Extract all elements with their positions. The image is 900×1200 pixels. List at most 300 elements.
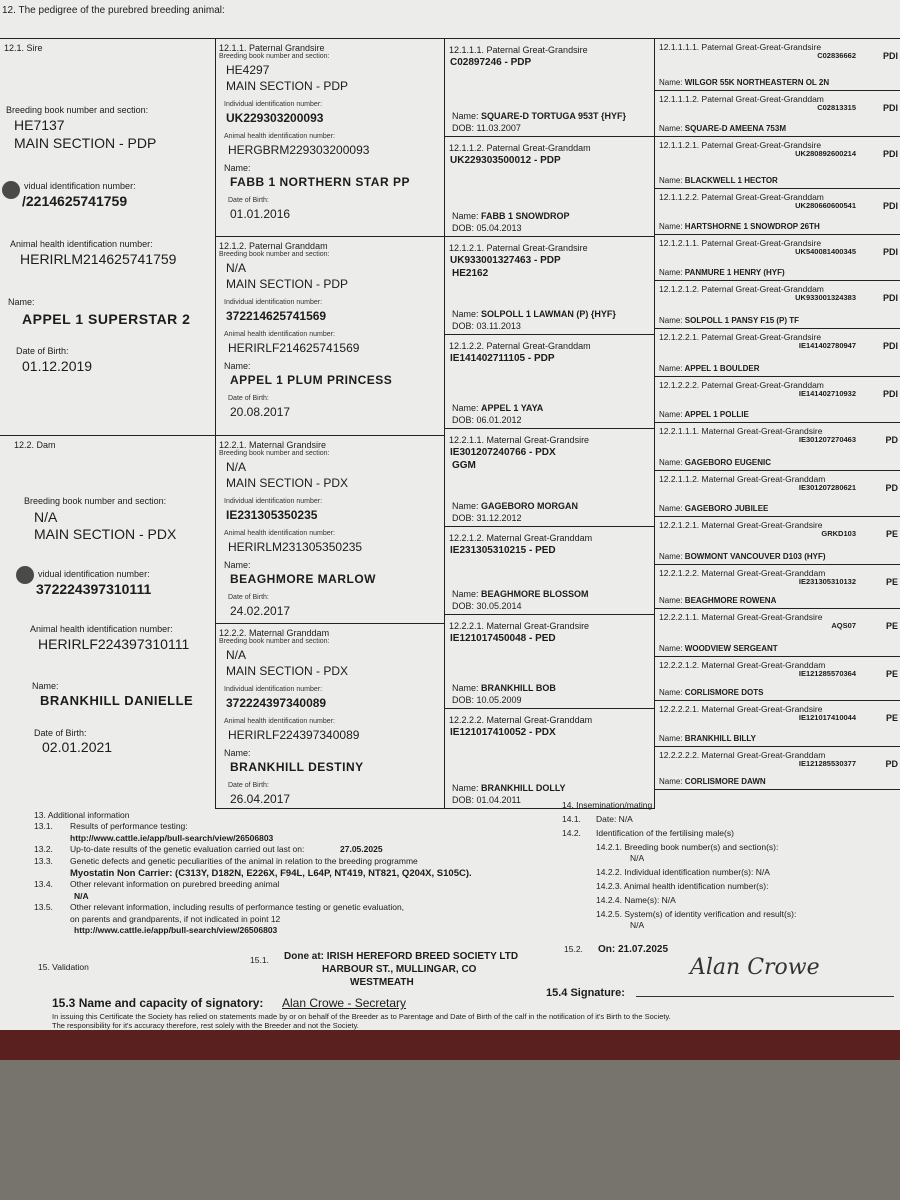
- grandparent-bb-label: Breeding book number and section:: [219, 638, 330, 645]
- great-great-grandparent-name: HARTSHORNE 1 SNOWDROP 26TH: [684, 222, 820, 231]
- s13-1-link[interactable]: http://www.cattle.ie/app/bull-search/view/26506803: [70, 833, 274, 843]
- great-great-grandparent-caption: 12.2.2.1.1. Maternal Great-Great-Grandsire: [659, 612, 823, 622]
- great-grandparent-dob: DOB: 06.01.2012: [452, 415, 522, 425]
- great-great-grandparent-name-line: [659, 176, 778, 185]
- great-great-grandparent-cell: [655, 235, 900, 281]
- s13-5-num: 13.5.: [34, 902, 53, 912]
- s14-2-4: 14.2.4. Name(s): N/A: [596, 895, 676, 905]
- great-great-grandparent-id: IE141402710932: [798, 389, 856, 398]
- great-great-grandparent-caption: 12.1.1.1.2. Paternal Great-Great-Granddam: [659, 94, 824, 104]
- insemination-mating: [562, 800, 892, 931]
- great-great-grandparent-id: IE121285530377: [798, 759, 856, 768]
- great-great-grandparent-name: WOODVIEW SERGEANT: [684, 644, 778, 653]
- great-great-grandparent-caption: 12.2.1.1.2. Maternal Great-Great-Granddam: [659, 474, 826, 484]
- dam-name-label: Name:: [32, 681, 59, 691]
- great-grandparent-extra: GGM: [452, 460, 476, 471]
- great-great-grandparent-caption: 12.1.2.2.2. Paternal Great-Great-Granddam: [659, 380, 824, 390]
- great-great-grandparent-section: PE: [885, 669, 898, 679]
- name-prefix: Name:: [659, 222, 683, 231]
- done-at-text: Done at: IRISH HEREFORD BREED SOCIETY LTD: [284, 951, 519, 962]
- great-great-grandparent-id: IE231305310132: [798, 577, 856, 586]
- s14-2-2: 14.2.2. Individual identification number(s): N/A: [596, 867, 770, 877]
- grandparent-cell: [216, 237, 444, 436]
- great-grandparent-id: IE141402711105 - PDP: [450, 353, 555, 364]
- great-grandparent-caption: 12.1.1.2. Paternal Great-Granddam: [449, 143, 591, 153]
- great-grandparent-cell: [444, 429, 654, 527]
- great-grandparent-name-line: [452, 683, 556, 693]
- great-grandparent-id: IE121017410052 - PDX: [450, 727, 556, 738]
- great-great-grandparent-caption: 12.2.1.2.1. Maternal Great-Great-Grandsire: [659, 520, 823, 530]
- great-great-grandparent-id: UK933001324383: [795, 293, 856, 302]
- great-great-grandparent-name-line: [659, 410, 749, 419]
- name-prefix: Name:: [659, 688, 683, 697]
- great-great-grandparent-id: IE301207270463: [798, 435, 856, 444]
- great-great-grandparent-name-line: [659, 316, 799, 325]
- great-great-grandparent-cell: [655, 701, 900, 747]
- great-great-grandparent-section: PDI: [882, 247, 898, 257]
- name-prefix: Name:: [659, 176, 683, 185]
- name-prefix: Name:: [659, 410, 683, 419]
- grandparent-id: 372224397340089: [226, 696, 327, 710]
- great-great-grandparent-name-line: [659, 268, 785, 277]
- great-grandparent-caption: 12.2.2.1. Maternal Great-Grandsire: [449, 621, 590, 631]
- name-prefix: Name:: [659, 458, 683, 467]
- s13-title: 13. Additional information: [34, 810, 130, 820]
- great-great-grandparent-name-line: [659, 552, 826, 561]
- grandparent-id-label: Individual identification number:: [224, 498, 323, 505]
- great-great-grandparent-name: CORLISMORE DOTS: [684, 688, 764, 697]
- dam-ah-label: Animal health identification number:: [30, 624, 173, 634]
- dam-dob-label: Date of Birth:: [34, 728, 87, 738]
- great-grandparent-caption: 12.2.1.2. Maternal Great-Granddam: [449, 533, 593, 543]
- great-grandparent-dob: DOB: 11.03.2007: [452, 123, 521, 133]
- great-great-grandparent-section: PE: [885, 713, 898, 723]
- sire-section: MAIN SECTION - PDP: [14, 135, 157, 151]
- great-grandparent-cell: [444, 335, 654, 429]
- great-grandparent-cell: [444, 39, 654, 137]
- dam-bb-label: Breeding book number and section:: [24, 496, 167, 506]
- grandparent-cell: [216, 436, 444, 624]
- signature-label: 15.4 Signature:: [546, 987, 625, 999]
- s13-4-num: 13.4.: [34, 879, 53, 889]
- great-grandparent-cell: [444, 615, 654, 709]
- great-great-grandparent-id: UK280660600541: [795, 201, 856, 210]
- name-prefix: Name:: [452, 309, 479, 319]
- great-great-grandparent-name: BEAGHMORE ROWENA: [684, 596, 777, 605]
- sire-bb: HE7137: [14, 117, 65, 133]
- validation-label: 15. Validation: [38, 962, 89, 972]
- signatory-name: Alan Crowe - Secretary: [282, 996, 407, 1010]
- great-great-grandparent-section: PDI: [882, 103, 898, 113]
- sire-dob-label: Date of Birth:: [16, 346, 69, 356]
- great-great-grandparent-section: PDI: [882, 51, 898, 61]
- s14-2-1: 14.2.1. Breeding book number(s) and section(s):: [596, 842, 779, 852]
- dam-id: 372224397310111: [36, 581, 152, 597]
- grandparent-name-label: Name:: [224, 560, 251, 570]
- name-prefix: Name:: [659, 316, 683, 325]
- dam-section: MAIN SECTION - PDX: [34, 526, 177, 542]
- handwritten-signature: Alan Crowe: [690, 955, 820, 980]
- great-grandparent-dob: DOB: 01.04.2011: [452, 795, 521, 805]
- s13-4-value: N/A: [74, 891, 89, 901]
- grandparent-ah-label: Animal health identification number:: [224, 331, 335, 338]
- signatory-label: 15.3 Name and capacity of signatory:: [52, 996, 264, 1010]
- dam-id-label: vidual identification number:: [38, 569, 150, 579]
- s14-title: 14. Insemination/mating: [562, 800, 653, 810]
- s14-2-text: Identification of the fertilising male(s): [596, 828, 734, 838]
- name-prefix: Name:: [659, 124, 683, 133]
- great-grandparent-id: UK933001327463 - PDP: [450, 255, 561, 266]
- great-great-grandparent-cell: [655, 39, 900, 91]
- great-great-grandparent-cell: [655, 91, 900, 137]
- s13-5-text-b: on parents and grandparents, if not indicated in point 12: [70, 914, 281, 924]
- great-great-grandparent-cell: [655, 747, 900, 790]
- s13-1-num: 13.1.: [34, 821, 53, 831]
- great-great-grandparent-id: UK280892600214: [795, 149, 856, 158]
- great-grandparent-name-line: [452, 309, 616, 319]
- grandparent-bb: N/A: [226, 460, 247, 474]
- name-prefix: Name:: [659, 78, 683, 87]
- grandparent-bb-label: Breeding book number and section:: [219, 53, 330, 60]
- great-great-grandparent-caption: 12.2.1.2.2. Maternal Great-Great-Granddam: [659, 568, 826, 578]
- signature-line: [636, 996, 894, 997]
- dam-dob: 02.01.2021: [42, 739, 113, 755]
- grandparent-ah: HERGBRM229303200093: [228, 143, 370, 157]
- grandparent-cell: [216, 39, 444, 237]
- great-great-grandparent-name-line: [659, 124, 786, 133]
- s13-2-num: 13.2.: [34, 844, 53, 854]
- great-great-grandparent-cell: [655, 657, 900, 701]
- great-great-grandparent-caption: 12.2.2.2.1. Maternal Great-Great-Grandsire: [659, 704, 823, 714]
- great-great-grandparent-name: PANMURE 1 HENRY (HYF): [684, 268, 785, 277]
- great-grandparent-name-line: [452, 403, 543, 413]
- sire-caption: 12.1. Sire: [4, 43, 43, 53]
- sire-id-label: vidual identification number:: [24, 181, 136, 191]
- great-great-grandparent-cell: [655, 189, 900, 235]
- grandparent-dob-label: Date of Birth:: [228, 395, 269, 402]
- great-great-grandparent-caption: 12.1.2.2.1. Paternal Great-Great-Grandsire: [659, 332, 822, 342]
- great-great-grandparent-cell: [655, 137, 900, 189]
- grandparent-caption: 12.2.1. Maternal Grandsire: [219, 440, 327, 450]
- great-grandparent-caption: 12.2.1.1. Maternal Great-Grandsire: [449, 435, 590, 445]
- name-prefix: Name:: [452, 403, 479, 413]
- great-great-grandparent-cell: [655, 377, 900, 423]
- s15-2-num: 15.2.: [564, 944, 583, 954]
- great-grandparent-extra: HE2162: [452, 268, 489, 279]
- great-grandparent-cell: [444, 237, 654, 335]
- dam-caption: 12.2. Dam: [14, 440, 56, 450]
- grandparent-section: MAIN SECTION - PDP: [226, 277, 349, 291]
- great-great-grandparent-name-line: [659, 688, 763, 697]
- great-great-grandparent-name: BOWMONT VANCOUVER D103 (HYF): [684, 552, 826, 561]
- great-grandparent-caption: 12.1.2.1. Paternal Great-Grandsire: [449, 243, 588, 253]
- address-line-1: HARBOUR ST., MULLINGAR, CO: [322, 964, 477, 975]
- name-prefix: Name:: [452, 211, 479, 221]
- done-at: [284, 950, 518, 989]
- great-great-grandparent-name: GAGEBORO JUBILEE: [684, 504, 769, 513]
- sire-ah: HERIRLM214625741759: [20, 251, 177, 267]
- disclaimer-line-2: The responsibility for it's accuracy therefore, rest solely with the Breeder and not the Society.: [52, 1021, 359, 1030]
- name-prefix: Name:: [659, 268, 683, 277]
- name-prefix: Name:: [659, 552, 683, 561]
- great-grandparent-dob: DOB: 10.05.2009: [452, 695, 522, 705]
- great-great-grandparent-section: PDI: [882, 293, 898, 303]
- grandparent-dob-label: Date of Birth:: [228, 782, 269, 789]
- name-prefix: Name:: [659, 504, 683, 513]
- great-great-grandparent-section: PE: [885, 577, 898, 587]
- great-great-grandparent-caption: 12.1.2.1.2. Paternal Great-Great-Granddam: [659, 284, 824, 294]
- grandparent-cell: [216, 624, 444, 809]
- s13-5-text: Other relevant information, including results of performance testing or genetic evaluation,: [70, 902, 405, 912]
- s13-2-text: Up-to-date results of the genetic evaluation carried out last on:: [70, 844, 305, 854]
- grandparent-bb: N/A: [226, 648, 247, 662]
- great-grandparent-id: IE301207240766 - PDX: [450, 447, 556, 458]
- great-great-grandparent-cell: [655, 609, 900, 657]
- name-prefix: Name:: [659, 734, 683, 743]
- s14-2-num: 14.2.: [562, 828, 581, 838]
- great-great-grandparent-section: PDI: [882, 201, 898, 211]
- name-prefix: Name:: [659, 596, 683, 605]
- great-grandparent-cell: [444, 527, 654, 615]
- great-great-grandparent-name: GAGEBORO EUGENIC: [684, 458, 772, 467]
- great-great-grandparent-cell: [655, 281, 900, 329]
- great-grandparent-id: IE121017450048 - PED: [450, 633, 556, 644]
- s14-1-num: 14.1.: [562, 814, 581, 824]
- grandparent-ah: HERIRLF224397340089: [228, 728, 360, 742]
- great-great-grandparent-name: CORLISMORE DAWN: [684, 777, 766, 786]
- grandparent-dob: 26.04.2017: [230, 792, 291, 806]
- great-grandparent-cell: [444, 709, 654, 809]
- disclaimer: [52, 1012, 897, 1030]
- carpet-background: [0, 1060, 900, 1200]
- great-grandparent-name: SQUARE-D TORTUGA 953T {HYF}: [481, 111, 627, 121]
- great-great-grandparent-name: WILGOR 55K NORTHEASTERN OL 2N: [684, 78, 830, 87]
- great-grandparent-dob: DOB: 05.04.2013: [452, 223, 522, 233]
- sire-id: /2214625741759: [22, 193, 128, 209]
- grandparent-section: MAIN SECTION - PDX: [226, 476, 349, 490]
- name-prefix: Name:: [452, 683, 479, 693]
- great-great-grandparent-name-line: [659, 777, 766, 786]
- punch-hole: [16, 566, 34, 584]
- grandparent-ah: HERIRLM231305350235: [228, 540, 363, 554]
- name-prefix: Name:: [659, 777, 683, 786]
- sire-name-label: Name:: [8, 297, 35, 307]
- great-great-grandparent-caption: 12.1.2.1.1. Paternal Great-Great-Grandsire: [659, 238, 822, 248]
- great-great-grandparent-name: BRANKHILL BILLY: [684, 734, 756, 743]
- grandparent-id: 372214625741569: [226, 309, 327, 323]
- pedigree-grid: [0, 38, 900, 809]
- great-grandparent-dob: DOB: 03.11.2013: [452, 321, 521, 331]
- great-great-grandparent-section: PE: [885, 529, 898, 539]
- sire-ah-label: Animal health identification number:: [10, 239, 153, 249]
- great-great-grandparent-section: PE: [885, 621, 898, 631]
- s13-3-num: 13.3.: [34, 856, 53, 866]
- grandparent-name: APPEL 1 PLUM PRINCESS: [230, 373, 393, 387]
- great-grandparent-caption: 12.1.1.1. Paternal Great-Grandsire: [449, 45, 588, 55]
- additional-information: [34, 810, 554, 936]
- name-prefix: Name:: [452, 589, 479, 599]
- grandparent-id: IE231305350235: [226, 508, 318, 522]
- great-great-grandparent-caption: 12.1.1.2.2. Paternal Great-Great-Granddam: [659, 192, 824, 202]
- great-great-grandparent-name-line: [659, 78, 829, 87]
- great-great-grandparent-caption: 12.1.1.2.1. Paternal Great-Great-Grandsire: [659, 140, 822, 150]
- great-grandparent-name: BEAGHMORE BLOSSOM: [481, 589, 589, 599]
- grandparent-dob-label: Date of Birth:: [228, 594, 269, 601]
- great-great-grandparent-section: PDI: [882, 341, 898, 351]
- great-great-grandparent-id: GRKD103: [821, 529, 856, 538]
- name-prefix: Name:: [452, 111, 479, 121]
- great-grandparent-name: APPEL 1 YAYA: [481, 403, 544, 413]
- great-great-grandparent-name: APPEL 1 BOULDER: [684, 364, 760, 373]
- grandparent-bb: HE4297: [226, 63, 270, 77]
- great-grandparent-caption: 12.1.2.2. Paternal Great-Granddam: [449, 341, 591, 351]
- grandparent-ah-label: Animal health identification number:: [224, 133, 335, 140]
- s13-3-myostatin: Myostatin Non Carrier: (C313Y, D182N, E226X, F94L, L64P, NT419, NT821, Q204X, S105C).: [70, 868, 472, 879]
- great-grandparent-name: BRANKHILL BOB: [481, 683, 556, 693]
- great-great-grandparent-name-line: [659, 596, 776, 605]
- great-great-grandparent-section: PD: [885, 759, 898, 769]
- great-great-grandparent-name-line: [659, 504, 768, 513]
- grandparent-id: UK229303200093: [226, 111, 324, 125]
- grandparent-ah-label: Animal health identification number:: [224, 718, 335, 725]
- great-great-grandparent-name-line: [659, 734, 756, 743]
- sire-cell: [0, 39, 215, 436]
- grandparent-name-label: Name:: [224, 748, 251, 758]
- great-grandparent-name-line: [452, 589, 589, 599]
- grandparent-section: MAIN SECTION - PDP: [226, 79, 349, 93]
- great-great-grandparent-name-line: [659, 458, 771, 467]
- great-great-grandparent-cell: [655, 517, 900, 565]
- great-great-grandparent-caption: 12.1.1.1.1. Paternal Great-Great-Grandsire: [659, 42, 822, 52]
- name-prefix: Name:: [452, 783, 479, 793]
- great-grandparent-id: IE231305310215 - PED: [450, 545, 556, 556]
- name-prefix: Name:: [452, 501, 479, 511]
- sire-name: APPEL 1 SUPERSTAR 2: [22, 311, 191, 327]
- grandparent-caption: 12.1.2. Paternal Granddam: [219, 241, 328, 251]
- pedigree-heading: 12. The pedigree of the purebred breeding animal:: [2, 5, 225, 16]
- punch-hole: [2, 181, 20, 199]
- great-great-grandparent-id: C02836662: [817, 51, 856, 60]
- great-great-grandparent-caption: 12.2.2.2.2. Maternal Great-Great-Granddam: [659, 750, 826, 760]
- great-great-grandparent-name: SQUARE-D AMEENA 753M: [684, 124, 786, 133]
- great-grandparent-name-line: [452, 111, 626, 121]
- great-grandparent-name: FABB 1 SNOWDROP: [481, 211, 570, 221]
- great-great-grandparent-section: PD: [885, 483, 898, 493]
- great-great-grandparent-name: SOLPOLL 1 PANSY F15 (P) TF: [684, 316, 800, 325]
- folder-edge: [0, 1030, 900, 1060]
- dam-cell: [0, 436, 215, 809]
- s13-5-link[interactable]: http://www.cattle.ie/app/bull-search/view/26506803: [74, 925, 278, 935]
- great-grandparent-cell: [444, 137, 654, 237]
- grandparent-id-label: Individual identification number:: [224, 299, 323, 306]
- grandparent-id-label: Individual identification number:: [224, 101, 323, 108]
- great-great-grandparent-id: AQS07: [831, 621, 856, 630]
- grandparent-ah-label: Animal health identification number:: [224, 530, 335, 537]
- great-great-grandparent-name-line: [659, 364, 759, 373]
- grandparent-ah: HERIRLF214625741569: [228, 341, 360, 355]
- great-grandparent-name: BRANKHILL DOLLY: [481, 783, 566, 793]
- grandparent-name-label: Name:: [224, 163, 251, 173]
- great-grandparent-id: C02897246 - PDP: [450, 57, 532, 68]
- great-great-grandparent-cell: [655, 471, 900, 517]
- grandparent-id-label: Individual identification number:: [224, 686, 323, 693]
- grandparent-caption: 12.2.2. Maternal Granddam: [219, 628, 330, 638]
- s14-2-3: 14.2.3. Animal health identification number(s):: [596, 881, 769, 891]
- s14-2-5: 14.2.5. System(s) of identity verification and result(s):: [596, 909, 797, 919]
- s13-3-text: Genetic defects and genetic peculiarities of the animal in relation to the breeding programme: [70, 856, 418, 866]
- great-great-grandparent-caption: 12.2.1.1.1. Maternal Great-Great-Grandsire: [659, 426, 823, 436]
- grandparent-dob: 20.08.2017: [230, 405, 291, 419]
- great-grandparent-name-line: [452, 501, 578, 511]
- grandparent-dob: 01.01.2016: [230, 207, 291, 221]
- great-great-grandparent-id: IE301207280621: [798, 483, 856, 492]
- great-great-grandparent-id: IE121285570364: [798, 669, 856, 678]
- great-great-grandparent-name: BLACKWELL 1 HECTOR: [684, 176, 778, 185]
- s13-4-text: Other relevant information on purebred breeding animal: [70, 879, 280, 889]
- great-great-grandparent-name-line: [659, 222, 820, 231]
- grandparent-caption: 12.1.1. Paternal Grandsire: [219, 43, 325, 53]
- great-great-grandparent-cell: [655, 329, 900, 377]
- great-grandparent-name-line: [452, 783, 566, 793]
- great-great-grandparent-name: APPEL 1 POLLIE: [684, 410, 749, 419]
- s13-2-date: 27.05.2025: [340, 844, 383, 854]
- great-great-grandparent-cell: [655, 565, 900, 609]
- name-prefix: Name:: [659, 644, 683, 653]
- great-great-grandparent-id: C02813315: [817, 103, 856, 112]
- grandparent-name: BEAGHMORE MARLOW: [230, 572, 376, 586]
- disclaimer-line-1: In issuing this Certificate the Society has relied on statements made by or on behalf of the Breeder as to Parentage and Date of Birth of the calf in the notification of it's Birth to the Society.: [52, 1012, 671, 1021]
- great-grandparent-dob: DOB: 30.05.2014: [452, 601, 522, 611]
- dam-bb: N/A: [34, 509, 58, 525]
- sire-dob: 01.12.2019: [22, 358, 93, 374]
- dam-name: BRANKHILL DANIELLE: [40, 693, 194, 708]
- great-great-grandparent-cell: [655, 423, 900, 471]
- great-grandparent-name-line: [452, 211, 570, 221]
- great-great-grandparent-section: PDI: [882, 149, 898, 159]
- great-great-grandparent-section: PD: [885, 435, 898, 445]
- great-grandparent-dob: DOB: 31.12.2012: [452, 513, 522, 523]
- great-great-grandparent-id: IE141402780947: [798, 341, 856, 350]
- s13-1-text: Results of performance testing:: [70, 821, 188, 831]
- grandparent-bb: N/A: [226, 261, 247, 275]
- great-great-grandparent-caption: 12.2.2.1.2. Maternal Great-Great-Granddam: [659, 660, 826, 670]
- grandparent-dob: 24.02.2017: [230, 604, 291, 618]
- great-grandparent-caption: 12.2.2.2. Maternal Great-Granddam: [449, 715, 593, 725]
- grandparent-name: BRANKHILL DESTINY: [230, 760, 364, 774]
- great-grandparent-id: UK229303500012 - PDP: [450, 155, 561, 166]
- grandparent-name-label: Name:: [224, 361, 251, 371]
- grandparent-name: FABB 1 NORTHERN STAR PP: [230, 175, 410, 189]
- s15-1-num: 15.1.: [250, 955, 269, 965]
- s14-2-1-value: N/A: [630, 853, 645, 863]
- dam-ah: HERIRLF224397310111: [38, 636, 190, 652]
- address-line-2: WESTMEATH: [350, 977, 414, 988]
- great-grandparent-name: GAGEBORO MORGAN: [481, 501, 579, 511]
- s14-2-5-value: N/A: [630, 920, 645, 930]
- great-grandparent-name: SOLPOLL 1 LAWMAN (P) {HYF}: [481, 309, 616, 319]
- great-great-grandparent-id: UK540081400345: [795, 247, 856, 256]
- grandparent-dob-label: Date of Birth:: [228, 197, 269, 204]
- great-great-grandparent-section: PDI: [882, 389, 898, 399]
- name-prefix: Name:: [659, 364, 683, 373]
- s14-1-text: Date: N/A: [596, 814, 633, 824]
- grandparent-section: MAIN SECTION - PDX: [226, 664, 349, 678]
- great-great-grandparent-name-line: [659, 644, 778, 653]
- grandparent-bb-label: Breeding book number and section:: [219, 450, 330, 457]
- sire-bb-label: Breeding book number and section:: [6, 105, 149, 115]
- grandparent-bb-label: Breeding book number and section:: [219, 251, 330, 258]
- great-great-grandparent-id: IE121017410044: [798, 713, 856, 722]
